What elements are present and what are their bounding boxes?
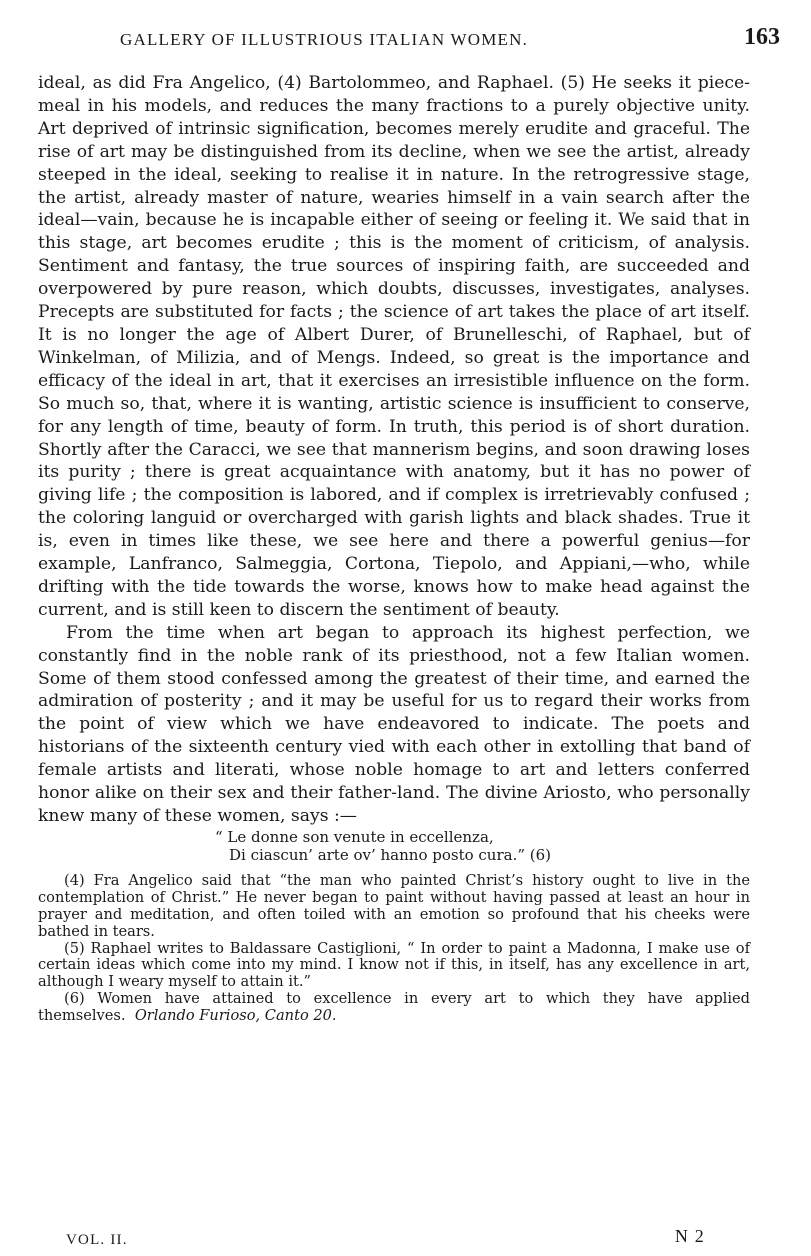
verse-line-1: “ Le donne son venute in eccellenza,	[215, 827, 494, 846]
footnote-6-text: (6) Women have attained to excellence in every art to which they have applied themselves.	[38, 990, 750, 1025]
footnotes	[38, 873, 750, 1025]
footnote-4: (4) Fra Angelico said that “the man who painted Christ’s history ought to live in the contemplation of Christ.” He never began to paint without having passed at least an hour in prayer and meditation, and often toiled with an emotion so profound that his cheeks were bathed in tears.	[38, 871, 750, 940]
footnote-6-source: Orlando Furioso, Canto 20.	[134, 1007, 337, 1025]
verse-quotation	[38, 828, 750, 865]
volume-label: VOL. II.	[66, 1232, 128, 1248]
running-title: GALLERY OF ILLUSTRIOUS ITALIAN WOMEN.	[120, 30, 529, 49]
signature-mark: N 2	[674, 1226, 705, 1246]
page-header	[40, 18, 780, 58]
page-number: 163	[744, 24, 780, 50]
verse-line-2: Di ciascun’ arte ov’ hanno posto cura.” (6)	[229, 846, 552, 865]
footnote-6	[38, 991, 750, 1025]
footnote-5: (5) Raphael writes to Baldassare Castiglioni, “ In order to paint a Madonna, I make use of certain ideas which come into my mind. I know not if this, in itself, has any excellence in art, although I weary myself to attain it.”	[38, 939, 750, 991]
body-paragraph-1: ideal, as did Fra Angelico, (4) Bartolommeo, and Raphael. (5) He seeks it piece-meal in his models, and reduces the many fractions to a purely objective unity. Art deprived of intrinsic signification, becomes merely erudite and graceful. The rise of art may be distinguished from its decline, when we see the artist, already steeped in the ideal, seeking to realise it in nature. In the retrogressive stage, the artist, already master of nature, wearies himself in a vain search after the ideal—vain, because he is incapable either of seeing or feeling it. We said that in this stage, art becomes erudite ; this is the moment of criticism, of analysis. Sentiment and fantasy, the true sources of inspiring faith, are succeeded and overpowered by pure reason, which doubts, discusses, investigates, analyses. Precepts are substituted for facts ; the science of art takes the place of art itself. It is no longer the age of Albert Durer, of Brunelleschi, of Raphael, but of Winkelman, of Milizia, and of Mengs. Indeed, so great is the importance and efficacy of the ideal in art, that it exercises an irresistible influence on the form. So much so, that, where it is wanting, artistic science is insufficient to conserve, for any length of time, beauty of form. In truth, this period is of short duration. Shortly after the Caracci, we see that mannerism begins, and soon drawing loses its purity ; there is great acquaintance with anatomy, but it has no power of giving life ; the composition is labored, and if complex is irretrievably confused ; the coloring languid or overcharged with garish lights and black shades. True it is, even in times like these, we see here and there a powerful genius—for example, Lanfranco, Salmeggia, Cortona, Tiepolo, and Appiani,—who, while drifting with the tide towards the worse, knows how to make head against the current, and is still keen to discern the sentiment of beauty.	[38, 73, 750, 620]
main-text	[38, 72, 750, 1025]
page-footer	[40, 1226, 740, 1252]
body-paragraph-2: From the time when art began to approach its highest perfection, we constantly find in the noble rank of its priesthood, not a few Italian women. Some of them stood confessed among the greatest of their time, and earned the admiration of posterity ; and it may be useful for us to regard their works from the point of view which we have endeavored to indicate. The poets and historians of the sixteenth century vied with each other in extolling that band of female artists and literati, whose noble homage to art and letters conferred honor alike on their sex and their father-land. The divine Ariosto, who personally knew many of these women, says :—	[38, 622, 750, 826]
